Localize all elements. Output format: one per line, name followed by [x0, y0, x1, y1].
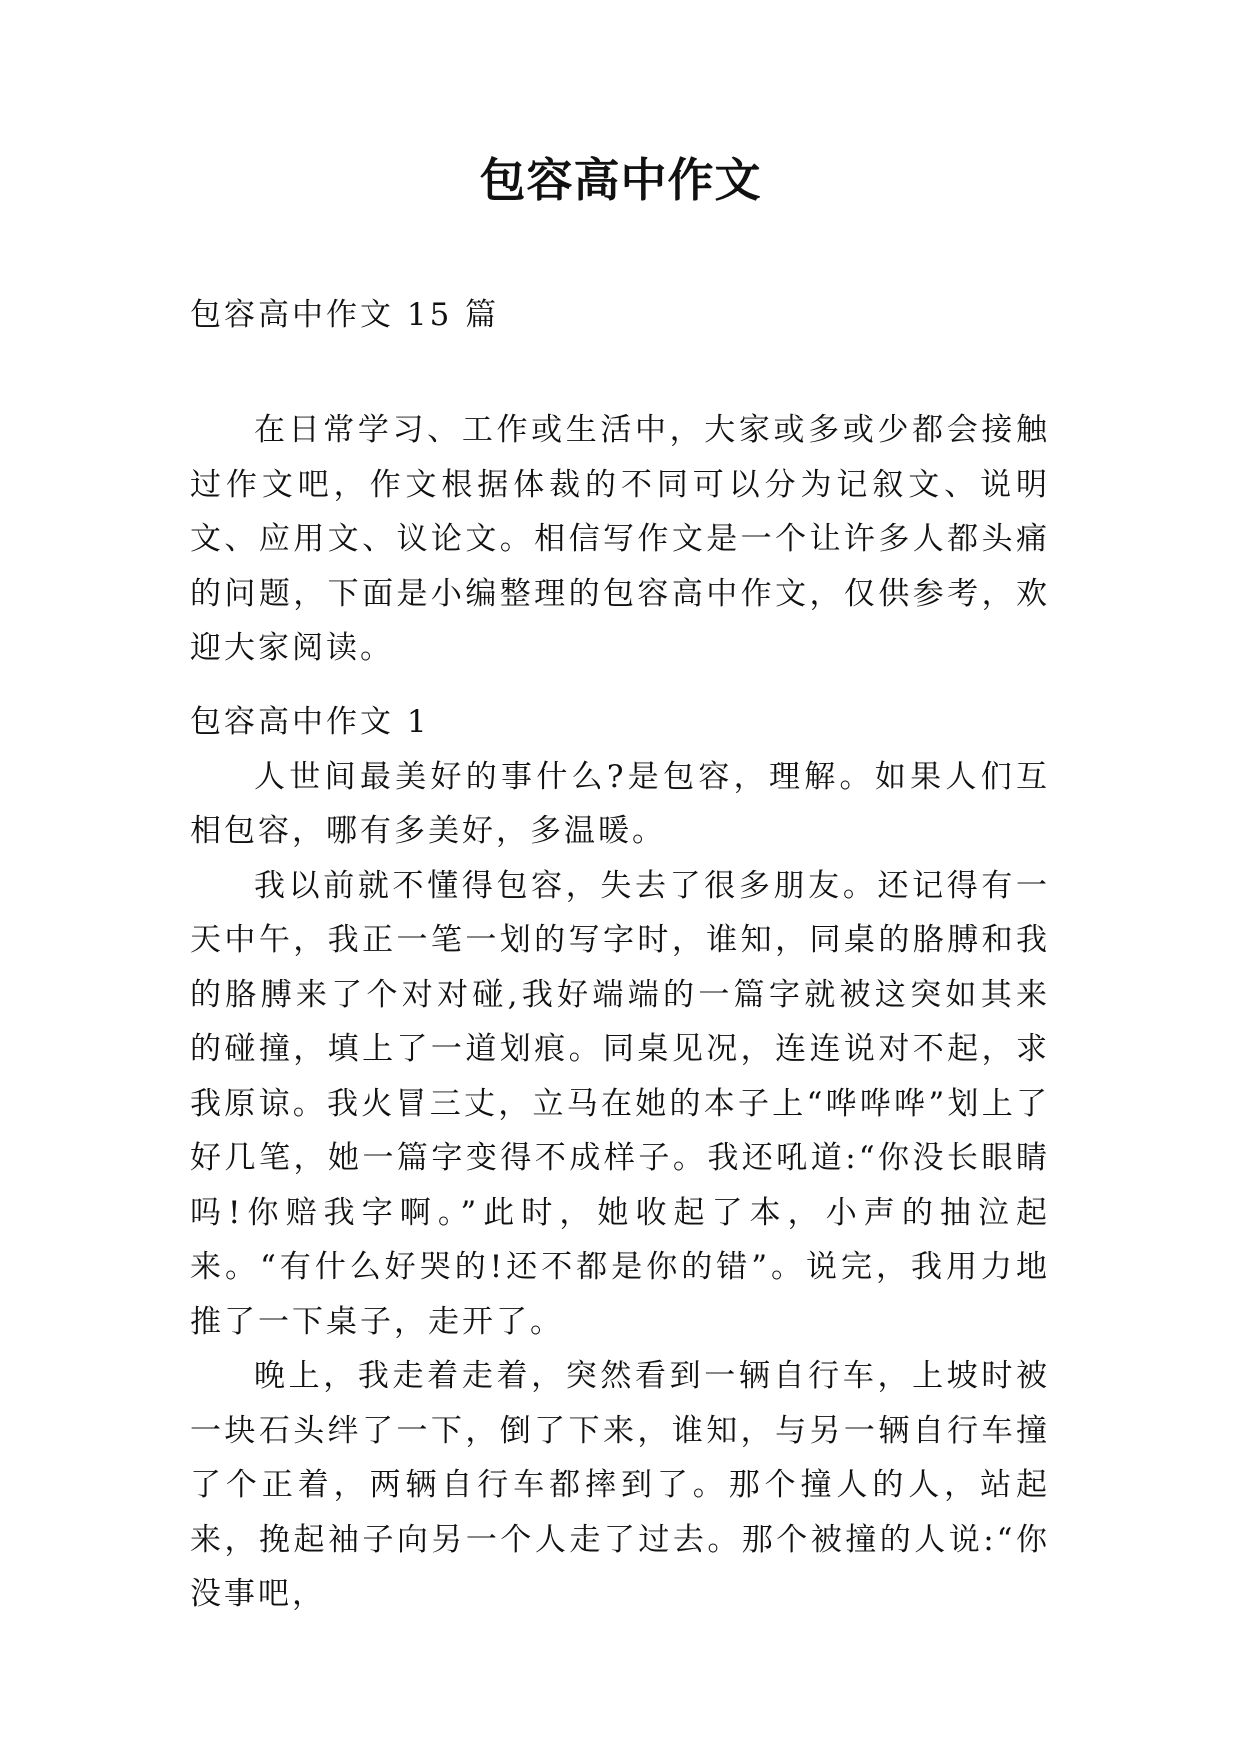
intro-paragraph: 在日常学习、工作或生活中，大家或多或少都会接触过作文吧，作文根据体裁的不同可以分为记叙文、说明文、应用文、议论文。相信写作文是一个让许多人都头痛的问题，下面是小编整理的包容高中作文，仅供参考，欢迎大家阅读。 [190, 412, 1050, 666]
document-subtitle: 包容高中作文 15 篇 [190, 297, 500, 333]
section-heading: 包容高中作文 1 [190, 704, 430, 740]
body-paragraph: 我以前就不懂得包容，失去了很多朋友。还记得有一天中午，我正一笔一划的写字时，谁知，同桌的胳膊和我的胳膊来了个对对碰,我好端端的一篇字就被这突如其来的碰撞，填上了一道划痕。同桌见况，连连说对不起，求我原谅。我火冒三丈，立马在她的本子上“哗哗哗”划上了好几笔，她一篇字变得不成样子。我还吼道:“你没长眼睛吗!你赔我字啊。”此时，她收起了本，小声的抽泣起来。“有什么好哭的!还不都是你的错”。说完，我用力地推了一下桌子，走开了。 [190, 867, 1050, 1340]
essay-section [190, 695, 1050, 1622]
body-paragraph: 晚上，我走着走着，突然看到一辆自行车，上坡时被一块石头绊了一下，倒了下来，谁知，与另一辆自行车撞了个正着，两辆自行车都摔到了。那个撞人的人，站起来，挽起袖子向另一个人走了过去。那个被撞的人说:“你没事吧， [190, 1358, 1050, 1612]
document-title: 包容高中作文 [479, 153, 762, 207]
intro-block [190, 403, 1050, 676]
body-paragraph: 人世间最美好的事什么?是包容，理解。如果人们互相包容，哪有多美好，多温暖。 [190, 758, 1050, 849]
